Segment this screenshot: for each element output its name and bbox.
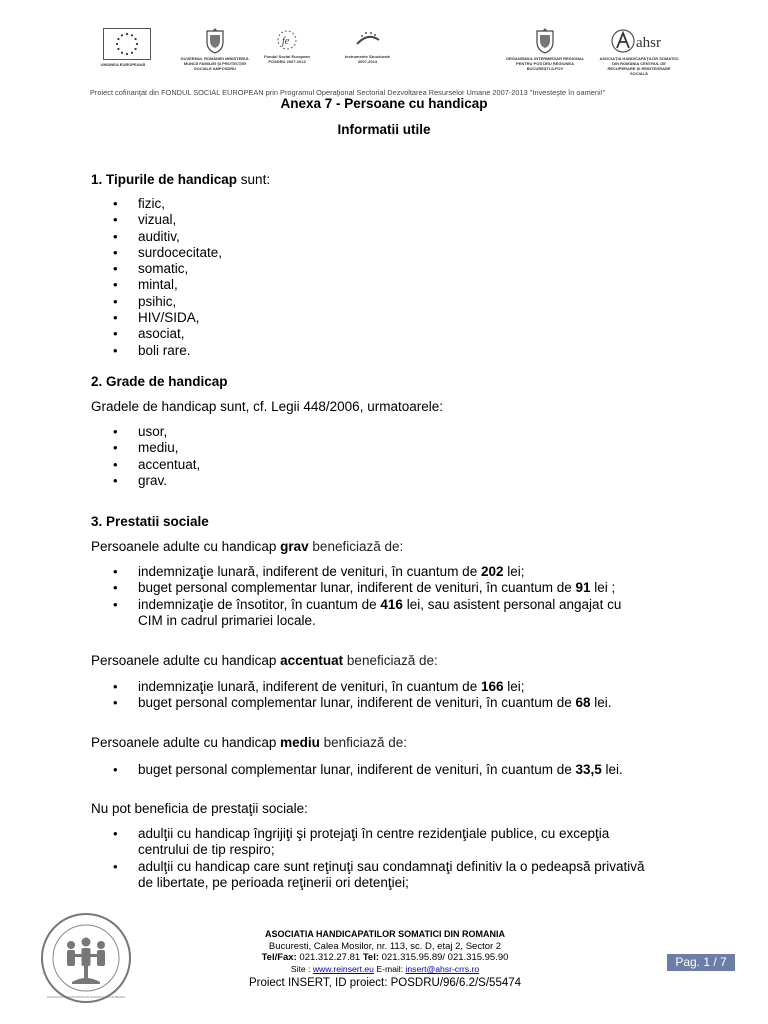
cofinance-line: Proiect cofinanţat din FONDUL SOCIAL EUROPEAN prin Programul Operaţional Sectorial Dezvoltarea Resurselor Umane 2007-2013 "Investeşte în oameni!" [90, 88, 606, 97]
footer-phones: Tel/Fax: 021.312.27.81 Tel: 021.315.95.89/ 021.315.95.90 [261, 952, 509, 963]
grav-benefits-list [91, 564, 621, 629]
grav-intro: Persoanele adulte cu handicap grav beneficiază de: [91, 539, 404, 554]
ahsr-logo: ahsr ASOCIAŢIA HANDICAPAŢILOR SOMATICI DIN ROMÂNIA CENTRUL DE RECUPERARE ŞI REINTEGRARE SOCIALĂ [598, 28, 680, 76]
fse-logo: fe Fondul Social European POSDRU 2007-2013 [262, 28, 312, 64]
section-1-title: 1. Tipurile de handicap sunt: [91, 172, 271, 187]
list-item: • buget personal complementar lunar, indiferent de venituri, în cuantum de 91 lei ; [91, 580, 621, 596]
list-item: • accentuat, [91, 457, 200, 473]
list-item: • usor, [91, 424, 200, 440]
svg-text:fe: fe [282, 36, 290, 47]
coat-of-arms-icon [204, 28, 226, 54]
ahsr-logo-icon [611, 28, 667, 54]
list-item: • somatic, [91, 261, 222, 277]
footer-project-id: Proiect INSERT, ID proiect: POSDRU/96/6.2/S/55474 [248, 977, 522, 989]
site-link[interactable]: www.reinsert.eu [312, 964, 374, 974]
mediu-intro: Persoanele adulte cu handicap mediu benficiază de: [91, 735, 407, 750]
email-link[interactable]: insert@ahsr-crrs.ro [405, 964, 480, 974]
coat-of-arms-icon [534, 28, 556, 54]
gov-logo: GUVERNUL ROMÂNIEI MINISTERUL MUNCII FAMILIEI ŞI PROTECŢIEI SOCIALE AMPOSDRU [180, 28, 250, 71]
fse-icon [272, 28, 302, 52]
list-item: • HIV/SIDA, [91, 310, 222, 326]
section-2-intro: Gradele de handicap sunt, cf. Legii 448/2006, urmatoarele: [91, 399, 443, 414]
svg-text:ahsr: ahsr [636, 35, 661, 51]
accentuat-intro: Persoanele adulte cu handicap accentuat beneficiază de: [91, 653, 438, 668]
page-subtitle: Informatii utile [337, 122, 431, 137]
instrumente-logo: Instrumente Structurale 2007-2013 [340, 28, 395, 64]
ahsr-seal-icon [40, 912, 132, 1004]
list-item: • indemnizaţie de însotitor, în cuantum de 416 lei, sau asistent personal angajat cu CIM in cadrul primariei locale. [91, 597, 621, 630]
list-item: • adulţii cu handicap care sunt reţinuţi sau condamnaţi definitiv la o pedeapsă privativă de libertate, pe perioada reţinerii ori detenţiei; [91, 859, 645, 892]
list-item: • adulţii cu handicap îngrijiţi şi protejaţi în centre rezidenţiale publice, cu excepţia centrului de tip respiro; [91, 826, 645, 859]
footer-contact: Site : www.reinsert.eu E-mail: insert@ahsr-crrs.ro [290, 964, 480, 974]
accentuat-benefits-list [91, 679, 612, 712]
list-item: • buget personal complementar lunar, indiferent de venituri, în cuantum de 33,5 lei. [91, 762, 623, 778]
footer-address: Bucuresti, Calea Mosilor, nr. 113, sc. D, etaj 2, Sector 2 [268, 941, 502, 952]
list-item: • auditiv, [91, 229, 222, 245]
handicap-types-list [91, 196, 222, 359]
oi-logo: ORGANISMUL INTERMEDIAR REGIONAL PENTRU POS DRU REGIUNEA BUCUREŞTI-ILFOV [505, 28, 585, 71]
list-item: • mediu, [91, 440, 200, 456]
list-item: • fizic, [91, 196, 222, 212]
list-item: • indemnizaţie lunară, indiferent de venituri, în cuantum de 202 lei; [91, 564, 621, 580]
list-item: • vizual, [91, 212, 222, 228]
page-title: Anexa 7 - Persoane cu handicap [280, 96, 488, 111]
handicap-grades-list [91, 424, 200, 489]
eu-flag-icon [103, 28, 151, 60]
page-number-badge: Pag. 1 / 7 [667, 954, 735, 971]
list-item: • indemnizaţie lunară, indiferent de venituri, în cuantum de 166 lei; [91, 679, 612, 695]
list-item: • buget personal complementar lunar, indiferent de venituri, în cuantum de 68 lei. [91, 695, 612, 711]
section-3-title: 3. Prestatii sociale [91, 514, 209, 529]
eu-logo: UNIUNEA EUROPEANĂ [100, 28, 153, 67]
section-2-title: 2. Grade de handicap [91, 374, 228, 389]
stars-swirl-icon [353, 28, 383, 52]
list-item: • psihic, [91, 294, 222, 310]
footer-org-name: ASOCIATIA HANDICAPATILOR SOMATICI DIN ROMANIA [265, 929, 505, 939]
exclusions-list [91, 826, 645, 891]
list-item: • surdocecitate, [91, 245, 222, 261]
list-item: • grav. [91, 473, 200, 489]
exclusions-intro: Nu pot beneficia de prestaţii sociale: [91, 801, 308, 816]
seal-label: ASOCIATIA HANDICAPATILOR SOMATICI DIN ROMANIA [46, 995, 126, 999]
mediu-benefits-list [91, 762, 623, 778]
list-item: • asociat, [91, 326, 222, 342]
list-item: • boli rare. [91, 343, 222, 359]
list-item: • mintal, [91, 277, 222, 293]
